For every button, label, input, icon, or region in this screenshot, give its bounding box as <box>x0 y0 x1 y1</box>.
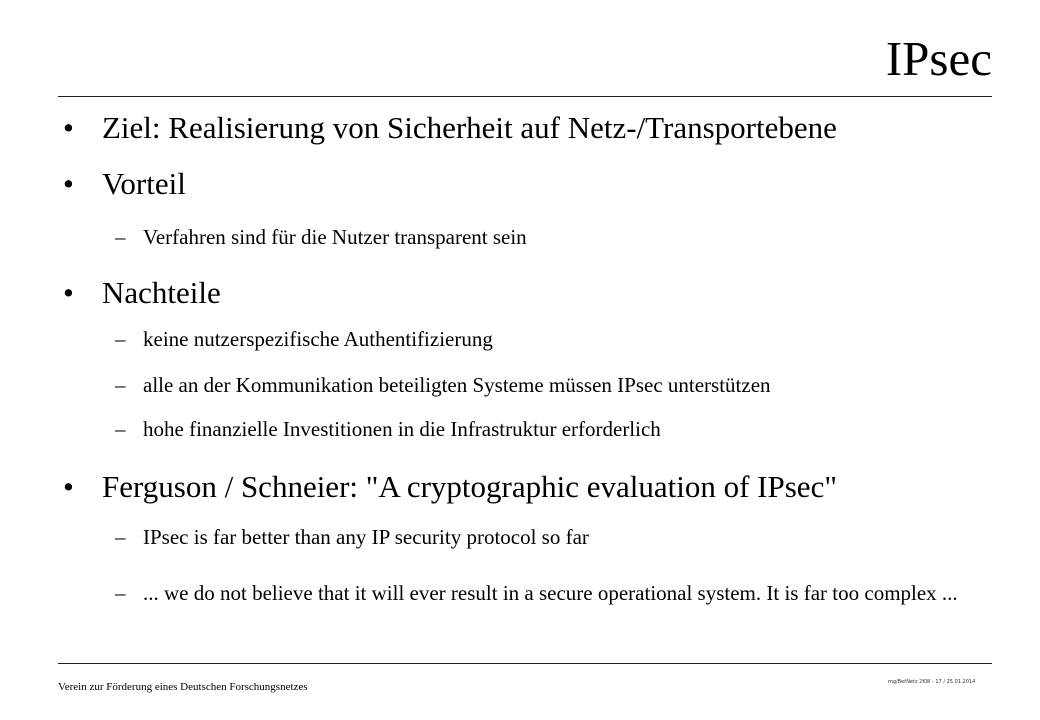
sub-bullet-text: hohe finanzielle Investitionen in die Infrastruktur erforderlich <box>143 417 661 441</box>
bullet-marker: • <box>63 275 74 310</box>
sub-bullet-text: keine nutzerspezifische Authentifizierung <box>143 327 493 351</box>
bullet-text: Vorteil <box>102 166 186 201</box>
sub-bullet-item <box>115 219 527 255</box>
bullet-item <box>63 166 186 202</box>
bullet-item <box>63 110 837 146</box>
bullet-text: Ferguson / Schneier: "A cryptographic evaluation of IPsec" <box>102 469 837 504</box>
dash-marker: – <box>115 327 126 351</box>
slide-title: IPsec <box>885 31 992 86</box>
sub-bullet-item <box>115 519 589 555</box>
bullet-item <box>63 469 837 505</box>
sub-bullet-item <box>115 321 493 357</box>
footer-divider <box>58 663 992 664</box>
sub-bullet-text: alle an der Kommunikation beteiligten Systeme müssen IPsec unterstützen <box>143 373 771 397</box>
footer-reference: mg/BetNetz 2KW - 17 / 25.01.2014 <box>888 679 976 685</box>
sub-bullet-text: ... we do not believe that it will ever result in a secure operational system. It is far too complex ... <box>143 581 958 605</box>
bullet-marker: • <box>63 469 74 504</box>
sub-bullet-text: Verfahren sind für die Nutzer transparent sein <box>143 225 527 249</box>
sub-bullet-item <box>115 411 661 447</box>
bullet-marker: • <box>63 110 74 145</box>
dash-marker: – <box>115 373 126 397</box>
bullet-text: Ziel: Realisierung von Sicherheit auf Netz-/Transportebene <box>102 110 837 145</box>
dash-marker: – <box>115 417 126 441</box>
sub-bullet-text: IPsec is far better than any IP security protocol so far <box>143 525 589 549</box>
dash-marker: – <box>115 525 126 549</box>
title-divider <box>58 96 992 97</box>
bullet-item <box>63 275 221 311</box>
dash-marker: – <box>115 581 126 605</box>
bullet-marker: • <box>63 166 74 201</box>
footer-organization: Verein zur Förderung eines Deutschen Forschungsnetzes <box>58 681 308 693</box>
dash-marker: – <box>115 225 126 249</box>
bullet-text: Nachteile <box>102 275 221 310</box>
sub-bullet-item <box>115 571 990 615</box>
sub-bullet-item <box>115 367 771 403</box>
